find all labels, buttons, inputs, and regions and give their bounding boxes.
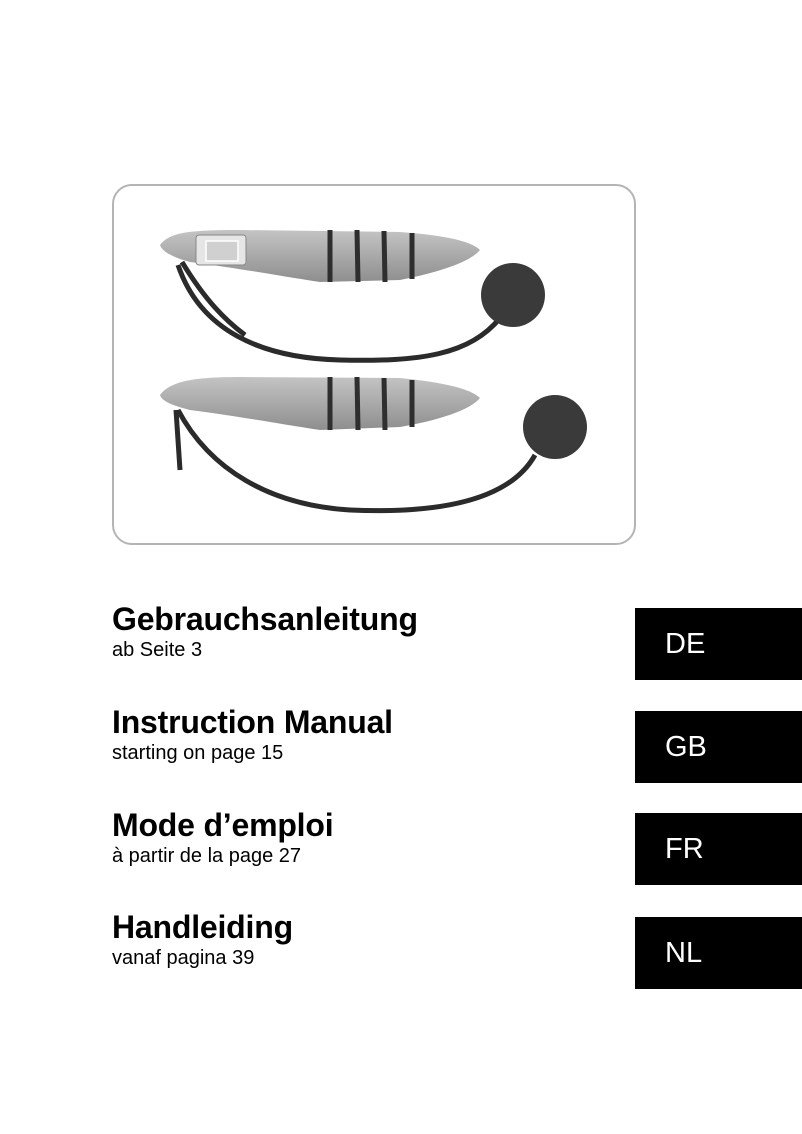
language-tab-de: DE bbox=[635, 608, 802, 680]
manual-entry-fr bbox=[112, 808, 333, 868]
language-tab-fr: FR bbox=[635, 813, 802, 885]
product-image-frame bbox=[112, 184, 636, 545]
jump-rope-illustration bbox=[112, 184, 636, 545]
language-tab-gb: GB bbox=[635, 711, 802, 783]
manual-entry-de bbox=[112, 602, 418, 662]
manual-page-ref: vanaf pagina 39 bbox=[112, 947, 255, 969]
manual-page-ref: starting on page 15 bbox=[112, 742, 284, 764]
manual-title: Instruction Manual bbox=[112, 704, 393, 740]
manual-entry-gb bbox=[112, 705, 393, 765]
manual-page-ref: ab Seite 3 bbox=[112, 639, 203, 661]
manual-title: Mode d’emploi bbox=[112, 807, 334, 843]
manual-page-ref: à partir de la page 27 bbox=[112, 845, 302, 867]
manual-title: Gebrauchsanleitung bbox=[112, 601, 418, 637]
manual-entry-nl bbox=[112, 910, 293, 970]
language-tab-nl: NL bbox=[635, 917, 802, 989]
manual-title: Handleiding bbox=[112, 909, 293, 945]
